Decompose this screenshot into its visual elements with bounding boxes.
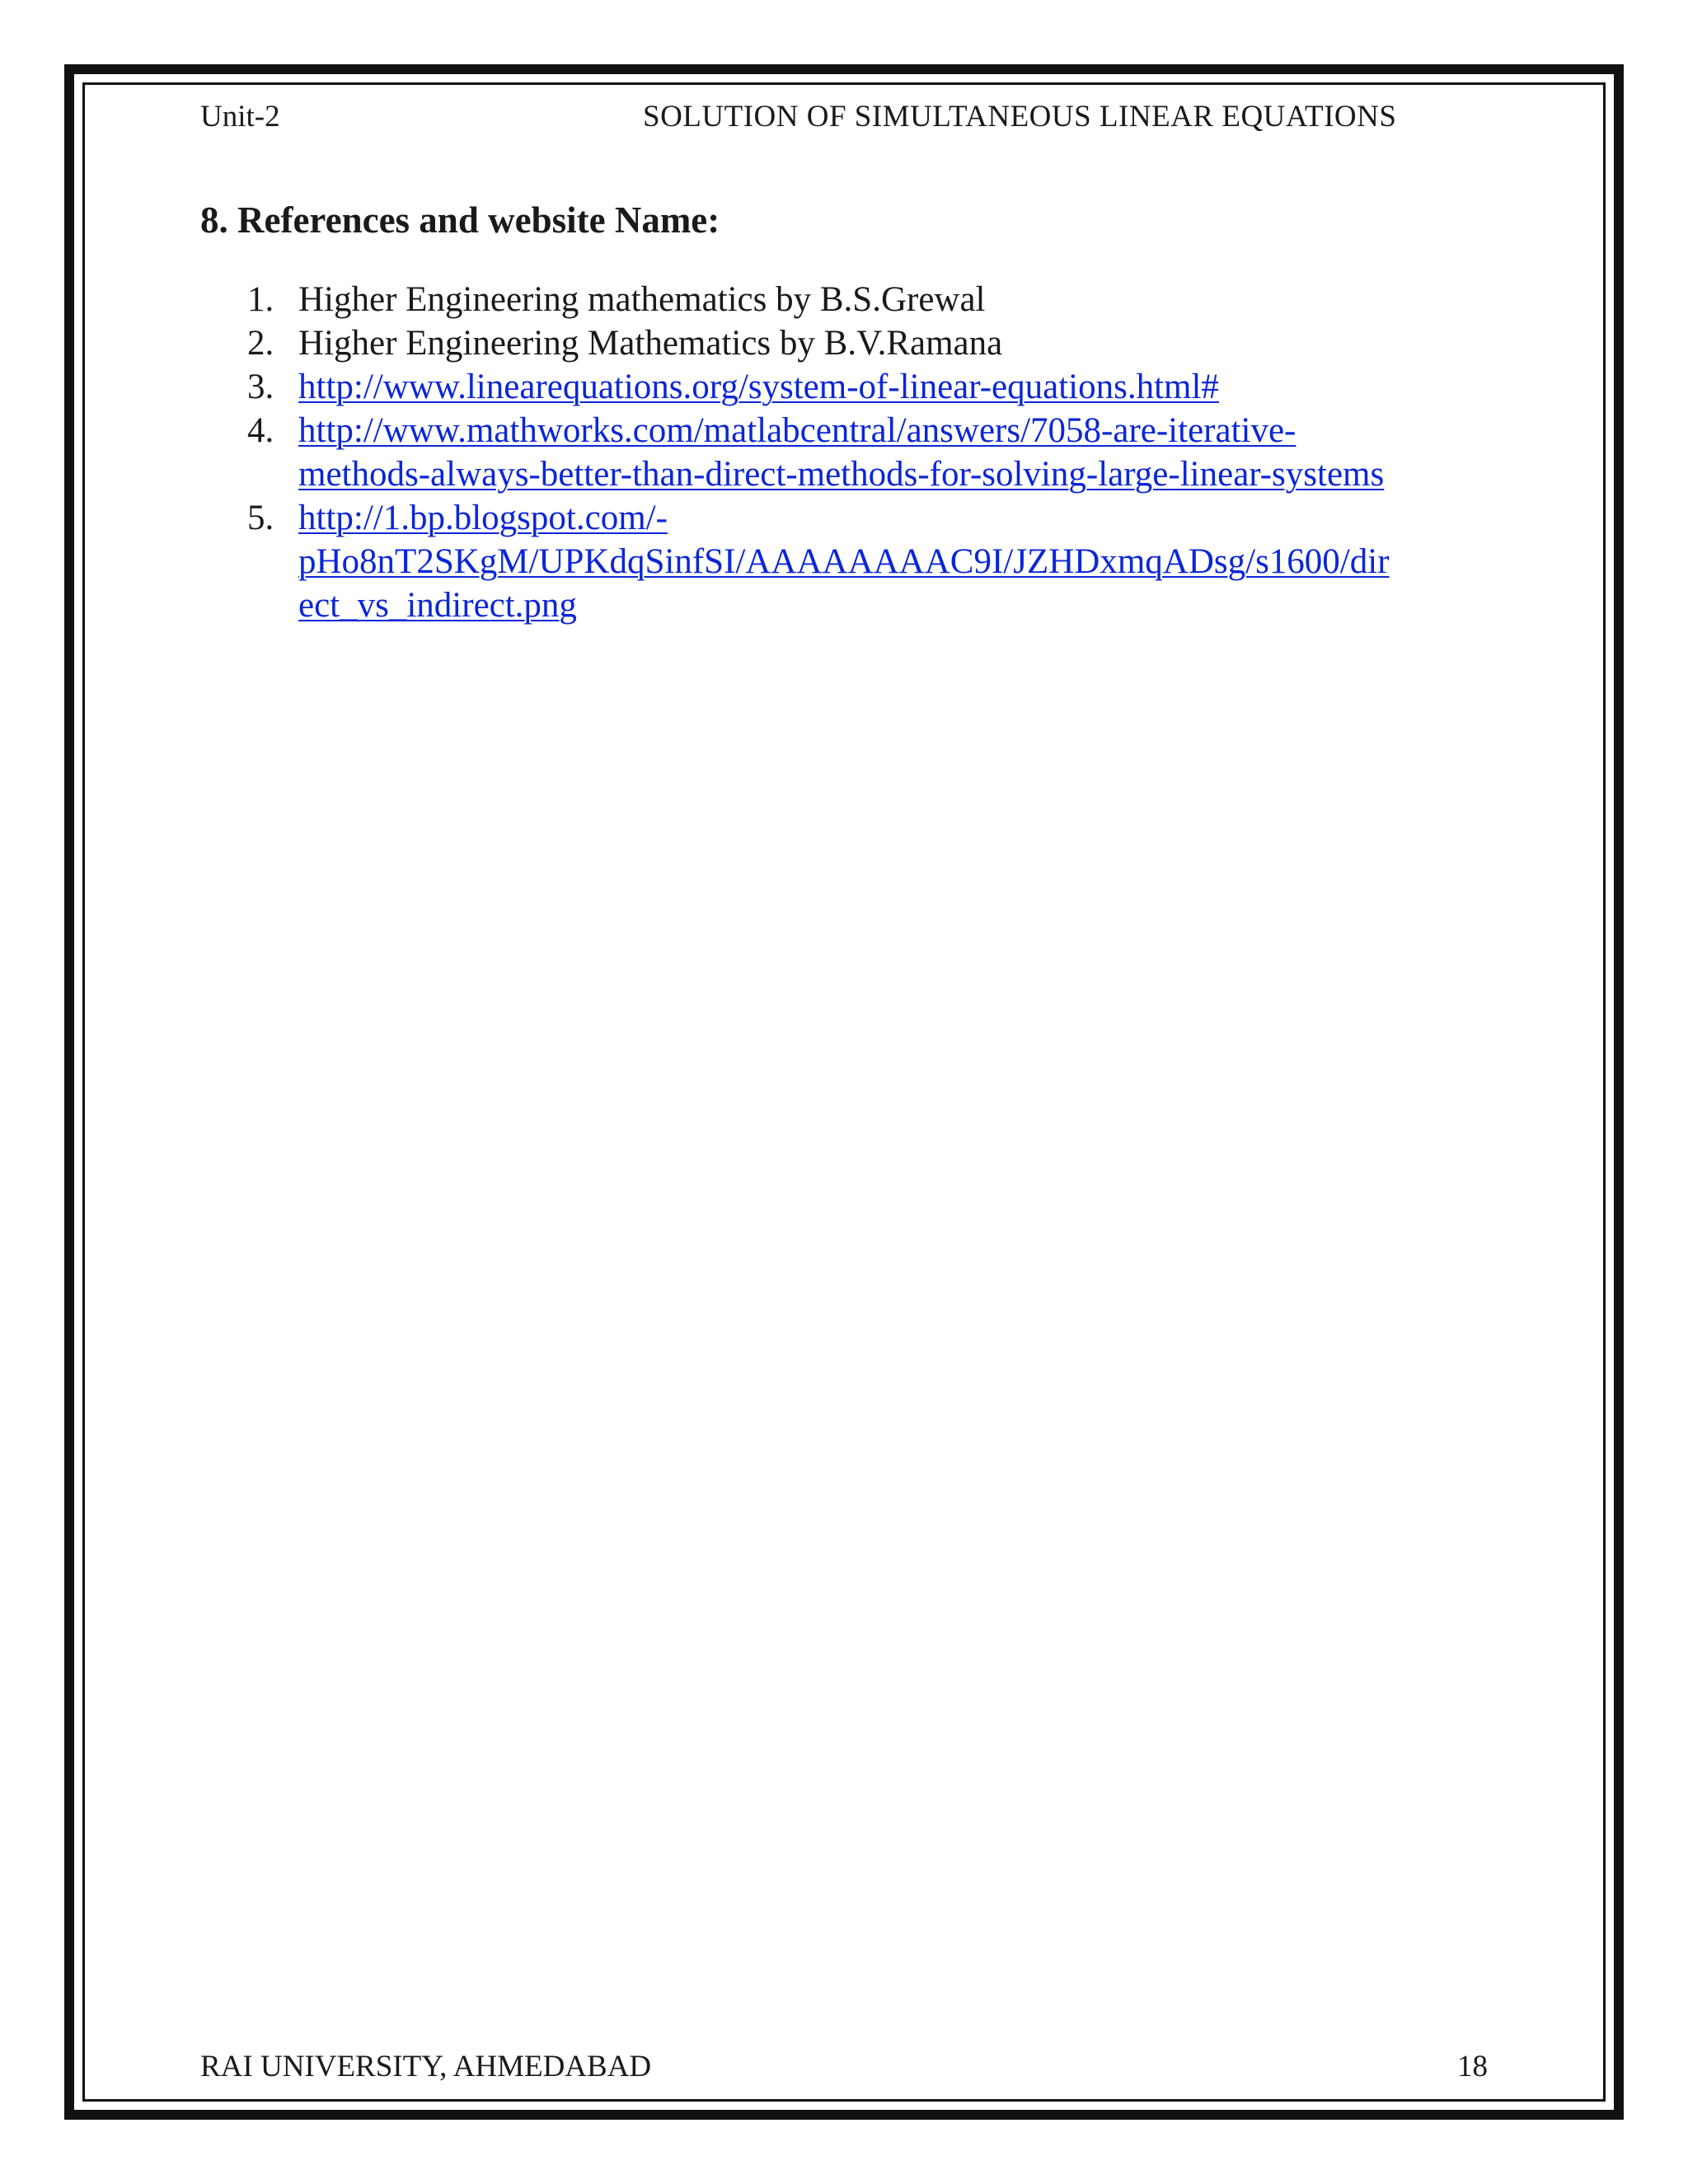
reference-text: Higher Engineering Mathematics by B.V.Ramana	[298, 324, 1003, 363]
reference-text: Higher Engineering mathematics by B.S.Grewal	[298, 280, 986, 319]
reference-text-container	[298, 365, 1484, 409]
page-number: 18	[1457, 2050, 1488, 2083]
reference-number: 4.	[247, 411, 274, 450]
reference-text-container	[298, 496, 1484, 627]
reference-item-5	[247, 496, 1484, 627]
reference-link-line-2[interactable]: pHo8nT2SKgM/UPKdqSinfSI/AAAAAAAAC9I/JZHDxmqADsg/s1600/dir	[298, 542, 1390, 581]
section-heading: 8. References and website Name:	[200, 199, 720, 241]
reference-number: 1.	[247, 280, 274, 319]
reference-item-4	[247, 409, 1484, 496]
header-title: SOLUTION OF SIMULTANEOUS LINEAR EQUATIONS	[643, 100, 1397, 134]
reference-number: 2.	[247, 324, 274, 363]
references-list	[247, 278, 1484, 627]
reference-link-line-3[interactable]: ect_vs_indirect.png	[298, 586, 577, 625]
reference-number: 5.	[247, 499, 274, 537]
reference-item-2	[247, 321, 1484, 365]
reference-item-3	[247, 365, 1484, 409]
reference-number: 3.	[247, 368, 274, 406]
footer-institution: RAI UNIVERSITY, AHMEDABAD	[200, 2050, 652, 2083]
reference-item-1	[247, 278, 1484, 321]
reference-link-line-1[interactable]: http://1.bp.blogspot.com/-	[298, 499, 668, 537]
reference-link-line-1[interactable]: http://www.mathworks.com/matlabcentral/answers/7058-are-iterative-	[298, 411, 1296, 450]
reference-text-container	[298, 409, 1484, 496]
header-unit-label: Unit-2	[200, 100, 280, 134]
reference-link-line-2[interactable]: methods-always-better-than-direct-methods-for-solving-large-linear-systems	[298, 455, 1385, 494]
reference-link[interactable]: http://www.linearequations.org/system-of-linear-equations.html#	[298, 368, 1219, 406]
